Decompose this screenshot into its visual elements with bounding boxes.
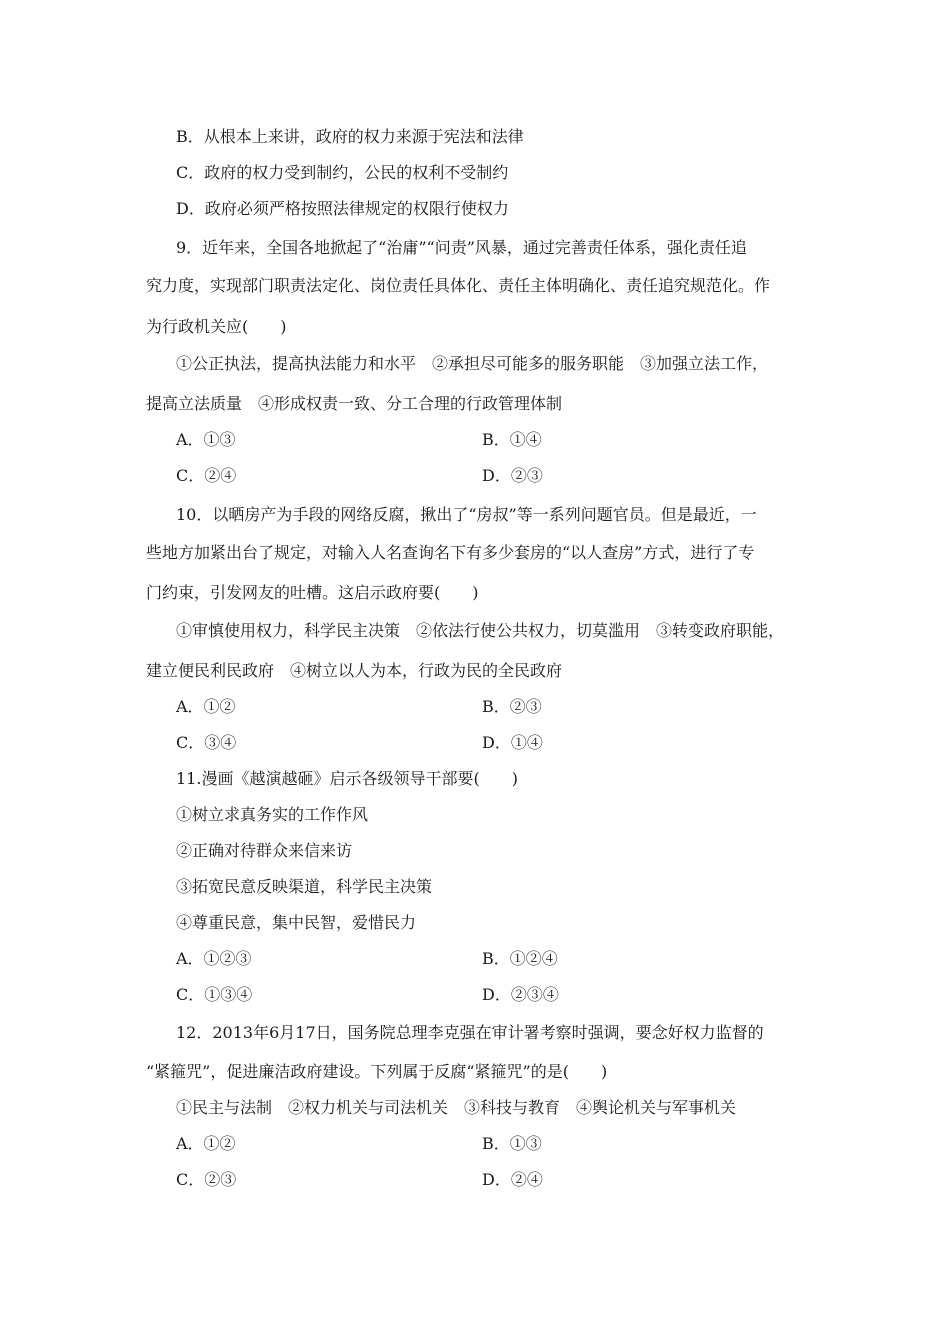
q12-stem-line-1: 12．2013年6月17日，国务院总理李克强在审计署考察时强调，要念好权力监督的 — [176, 1023, 764, 1042]
q11-statement-4: ④尊重民意，集中民智，爱惜民力 — [176, 913, 417, 932]
q10-stem-line-2: 些地方加紧出台了规定，对输入人名查询名下有多少套房的“以人查房”方式，进行了专 — [146, 543, 755, 562]
q9-option-b: B．①④ — [482, 430, 542, 449]
q12-option-c: C．②③ — [176, 1170, 237, 1189]
q8-option-c: C．政府的权力受到制约，公民的权利不受制约 — [176, 163, 509, 182]
q8-option-b: B．从根本上来讲，政府的权力来源于宪法和法律 — [176, 127, 524, 146]
q10-option-d: D．①④ — [482, 733, 543, 752]
q10-stem-line-3: 门约束，引发网友的吐槽。这启示政府要( ) — [146, 583, 479, 602]
q12-option-d: D．②④ — [482, 1170, 543, 1189]
q10-option-a: A．①② — [176, 697, 236, 716]
q8-option-d: D．政府必须严格按照法律规定的权限行使权力 — [176, 199, 509, 218]
q10-option-c: C．③④ — [176, 733, 237, 752]
q12-statements: ①民主与法制 ②权力机关与司法机关 ③科技与教育 ④舆论机关与军事机关 — [176, 1098, 737, 1117]
q9-option-a: A．①③ — [176, 430, 236, 449]
q11-option-d: D．②③④ — [482, 985, 559, 1004]
q9-statements-line-2: 提高立法质量 ④形成权责一致、分工合理的行政管理体制 — [146, 394, 563, 413]
q11-statement-2: ②正确对待群众来信来访 — [176, 841, 353, 860]
q10-stem-line-1: 10．以晒房产为手段的网络反腐，揪出了“房叔”等一系列问题官员。但是最近，一 — [176, 505, 757, 524]
q9-stem-line-3: 为行政机关应( ) — [146, 317, 287, 336]
q9-stem-line-2: 究力度，实现部门职责法定化、岗位责任具体化、责任主体明确化、责任追究规范化。作 — [146, 276, 771, 295]
q11-statement-1: ①树立求真务实的工作作风 — [176, 805, 369, 824]
q10-option-b: B．②③ — [482, 697, 542, 716]
q11-option-b: B．①②④ — [482, 949, 558, 968]
q9-option-c: C．②④ — [176, 466, 237, 485]
q11-statement-3: ③拓宽民意反映渠道，科学民主决策 — [176, 877, 433, 896]
q11-stem: 11.漫画《越演越砸》启示各级领导干部要( ) — [176, 769, 518, 788]
q9-statements-line-1: ①公正执法，提高执法能力和水平 ②承担尽可能多的服务职能 ③加强立法工作， — [176, 354, 769, 373]
q12-option-b: B．①③ — [482, 1134, 542, 1153]
q9-stem-line-1: 9．近年来，全国各地掀起了“治庸”“问责”风暴，通过完善责任体系，强化责任追 — [176, 238, 747, 257]
q11-option-a: A．①②③ — [176, 949, 252, 968]
q12-option-a: A．①② — [176, 1134, 236, 1153]
q11-option-c: C．①③④ — [176, 985, 253, 1004]
q9-option-d: D．②③ — [482, 466, 543, 485]
q10-statements-line-1: ①审慎使用权力，科学民主决策 ②依法行使公共权力，切莫滥用 ③转变政府职能， — [176, 621, 785, 640]
q12-stem-line-2: “紧箍咒”，促进廉洁政府建设。下列属于反腐“紧箍咒”的是( ) — [146, 1062, 608, 1081]
q10-statements-line-2: 建立便民利民政府 ④树立以人为本，行政为民的全民政府 — [146, 661, 563, 680]
